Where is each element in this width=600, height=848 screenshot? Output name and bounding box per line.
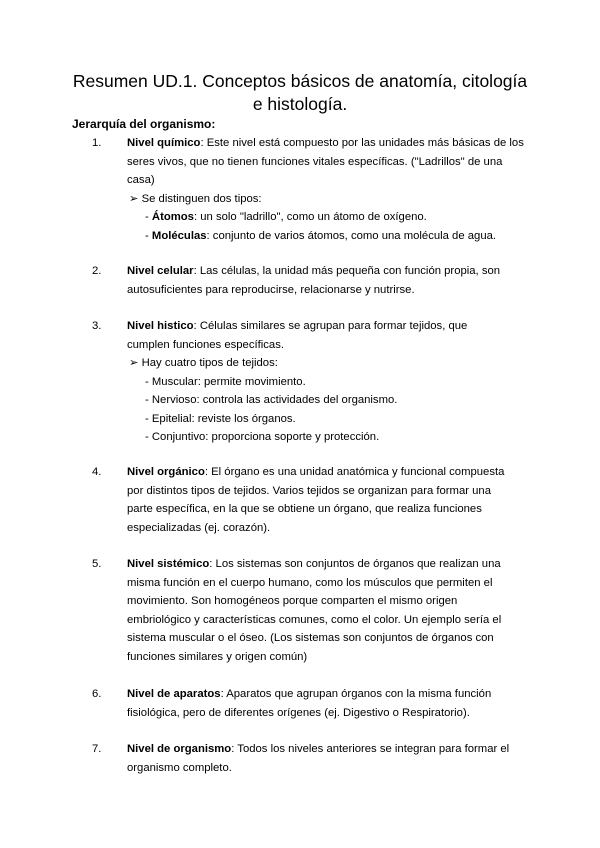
- list-item-7: [92, 740, 532, 777]
- item-text-line: : Todos los niveles anteriores se integran para formar el: [231, 743, 510, 755]
- item-label: Nivel químico: [127, 137, 201, 149]
- item-label: Nivel de organismo: [127, 743, 232, 755]
- list-number: 6.: [92, 688, 102, 700]
- document-title: [60, 70, 540, 116]
- item-text-line: : Los sistemas son conjuntos de órganos que realizan una: [209, 558, 501, 570]
- item-label: Nivel orgánico: [127, 466, 205, 478]
- item-text-line: organismo completo.: [127, 761, 232, 774]
- sub-item-label: Moléculas: [151, 229, 207, 242]
- title-line-2: e histología.: [252, 94, 348, 114]
- item-text-line: parte específica, en la que se obtiene un órgano, que realiza funciones: [127, 503, 482, 515]
- list-number: 7.: [92, 743, 102, 755]
- sub-item: - Moléculas: conjunto de varios átomos, como una molécula de agua.: [145, 229, 497, 242]
- sub-item: - Muscular: permite movimiento.: [145, 375, 306, 388]
- list-item-4: [92, 463, 532, 537]
- item-text-line: : El órgano es una unidad anatómica y funcional compuesta: [204, 466, 505, 478]
- list-number: 4.: [92, 466, 102, 478]
- sub-item: - Conjuntivo: proporciona soporte y protección.: [145, 431, 380, 443]
- item-text-line: especializadas (ej. corazón).: [127, 521, 271, 534]
- item-text-line: movimiento. Son homogéneos porque comparten el mismo origen: [127, 595, 458, 607]
- list-item-1: [92, 134, 532, 245]
- item-label: Nivel histico: [127, 320, 194, 332]
- sub-item: - Nervioso: controla las actividades del organismo.: [145, 394, 398, 406]
- item-text-line: por distintos tipos de tejidos. Varios tejidos se organizan para formar una: [127, 484, 491, 497]
- sub-intro: ➢ Se distinguen dos tipos:: [129, 192, 262, 205]
- list-item-2: [92, 262, 532, 299]
- list-item-5: [92, 555, 532, 666]
- sub-item-text: : conjunto de varios átomos, como una molécula de agua.: [206, 229, 497, 242]
- item-text-line: casa): [127, 174, 155, 186]
- item-text-line: cumplen funciones específicas.: [127, 338, 284, 351]
- item-text-line: : Aparatos que agrupan órganos con la misma función: [220, 688, 492, 700]
- sub-intro: ➢ Hay cuatro tipos de tejidos:: [129, 357, 278, 369]
- title-line-1: Resumen UD.1. Conceptos básicos de anatomía, citología: [72, 71, 528, 91]
- sub-item-text: : un solo "ladrillo", como un átomo de oxígeno.: [193, 211, 427, 223]
- item-label: Nivel de aparatos: [127, 688, 221, 700]
- item-text-line: embriológico y características comunes, como el color. Un ejemplo sería el: [127, 613, 502, 626]
- list-number: 5.: [92, 558, 102, 570]
- sub-item: - Epitelial: reviste los órganos.: [145, 412, 296, 425]
- item-text-line: seres vivos, que no tienen funciones vitales específicas. ("Ladrillos" de una: [127, 155, 503, 168]
- list-number: 2.: [92, 265, 102, 277]
- section-heading: Jerarquía del organismo:: [72, 117, 216, 131]
- item-label: Nivel celular: [127, 265, 194, 277]
- item-text-line: : Las células, la unidad más pequeña con función propia, son: [193, 265, 501, 277]
- item-text-line: misma función en el cuerpo humano, como los músculos que permiten el: [127, 576, 493, 589]
- list-number: 3.: [92, 320, 102, 332]
- sub-item: - Átomos: un solo "ladrillo", como un átomo de oxígeno.: [145, 211, 427, 223]
- item-text-line: : Células similares se agrupan para formar tejidos, que: [193, 320, 468, 332]
- sub-item-label: Átomos: [151, 211, 194, 223]
- item-text-line: : Este nivel está compuesto por las unidades más básicas de los: [200, 137, 524, 149]
- item-text-line: autosuficientes para reproducirse, relacionarse y nutrirse.: [127, 283, 415, 296]
- item-label: Nivel sistémico: [127, 558, 210, 570]
- list-item-6: [92, 685, 532, 722]
- list-number: 1.: [92, 137, 102, 149]
- list-item-3: [92, 317, 532, 447]
- item-text-line: fisiológica, pero de diferentes orígenes (ej. Digestivo o Respiratorio).: [127, 706, 470, 719]
- item-text-line: sistema muscular o el óseo. (Los sistemas son conjuntos de órganos con: [127, 632, 494, 644]
- item-text-line: funciones similares y origen común): [127, 650, 308, 663]
